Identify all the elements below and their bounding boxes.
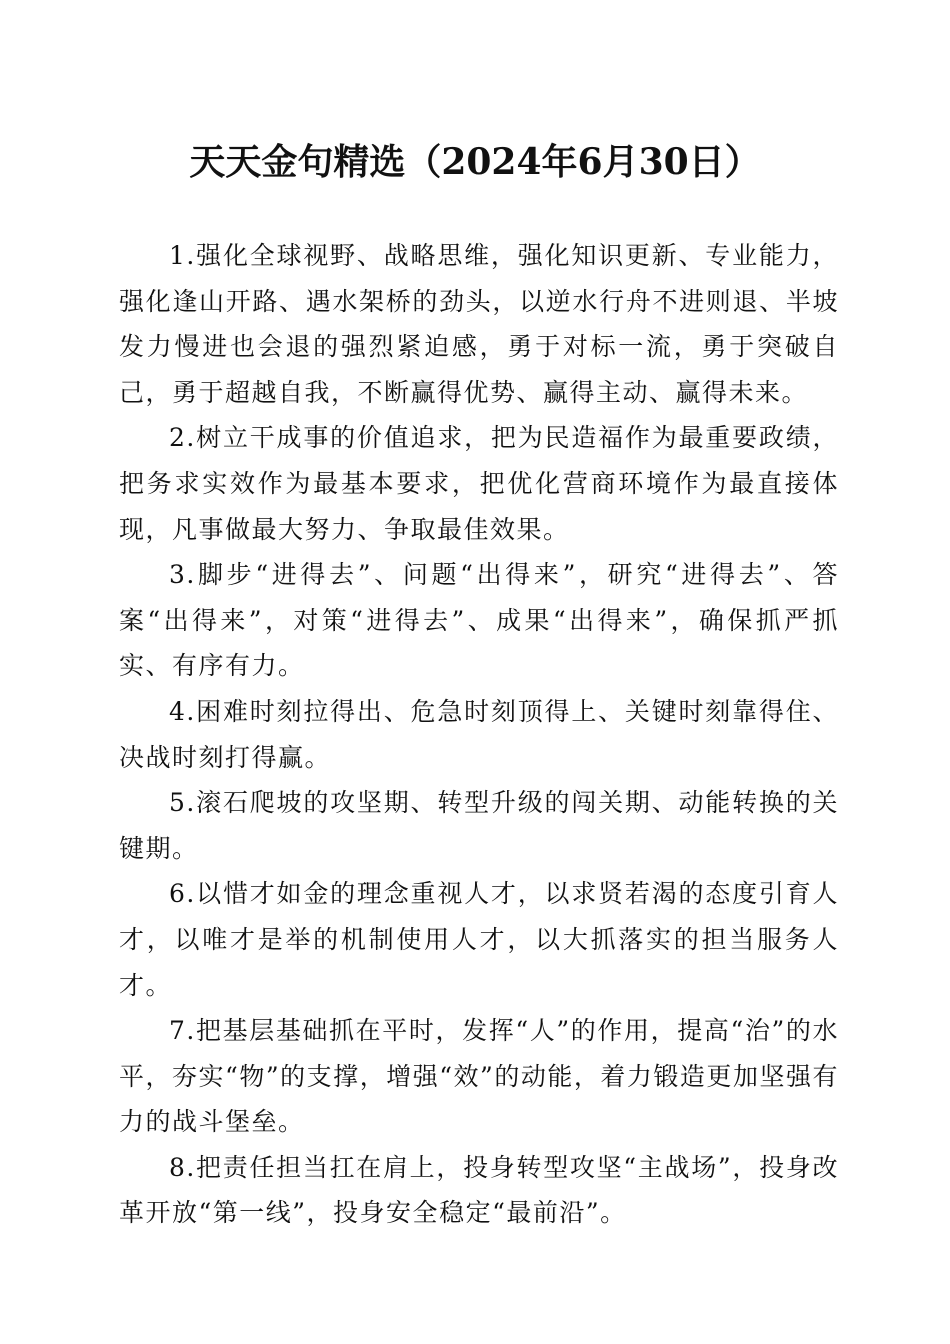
paragraph-2: 2.树立干成事的价值追求，把为民造福作为最重要政绩，把务求实效作为最基本要求，把优化营商环境作为最直接体现，凡事做最大努力、争取最佳效果。 [119,423,839,544]
document-body [119,233,839,1236]
paragraph-5: 5.滚石爬坡的攻坚期、转型升级的闯关期、动能转换的关键期。 [119,788,839,863]
paragraph-7: 7.把基层基础抓在平时，发挥“人”的作用，提高“治”的水平，夯实“物”的支撑，增强“效”的动能，着力锻造更加坚强有力的战斗堡垒。 [119,1016,839,1137]
paragraph-4: 4.困难时刻拉得出、危急时刻顶得上、关键时刻靠得住、决战时刻打得赢。 [119,696,839,772]
paragraph-6: 6.以惜才如金的理念重视人才，以求贤若渴的态度引育人才，以唯才是举的机制使用人才，以大抓落实的担当服务人才。 [119,879,839,1000]
paragraph-3: 3.脚步“进得去”、问题“出得来”，研究“进得去”、答案“出得来”，对策“进得去”、成果“出得来”，确保抓严抓实、有序有力。 [119,560,839,681]
paragraph-8: 8.把责任担当扛在肩上，投身转型攻坚“主战场”，投身改革开放“第一线”，投身安全稳定“最前沿”。 [119,1152,839,1228]
page-title: 天天金句精选（2024年6月30日） [189,141,761,183]
paragraph-1: 1.强化全球视野、战略思维，强化知识更新、专业能力，强化逢山开路、遇水架桥的劲头，以逆水行舟不进则退、半坡发力慢进也会退的强烈紧迫感，勇于对标一流，勇于突破自己，勇于超越自我，不断赢得优势、赢得主动、赢得未来。 [119,241,839,407]
